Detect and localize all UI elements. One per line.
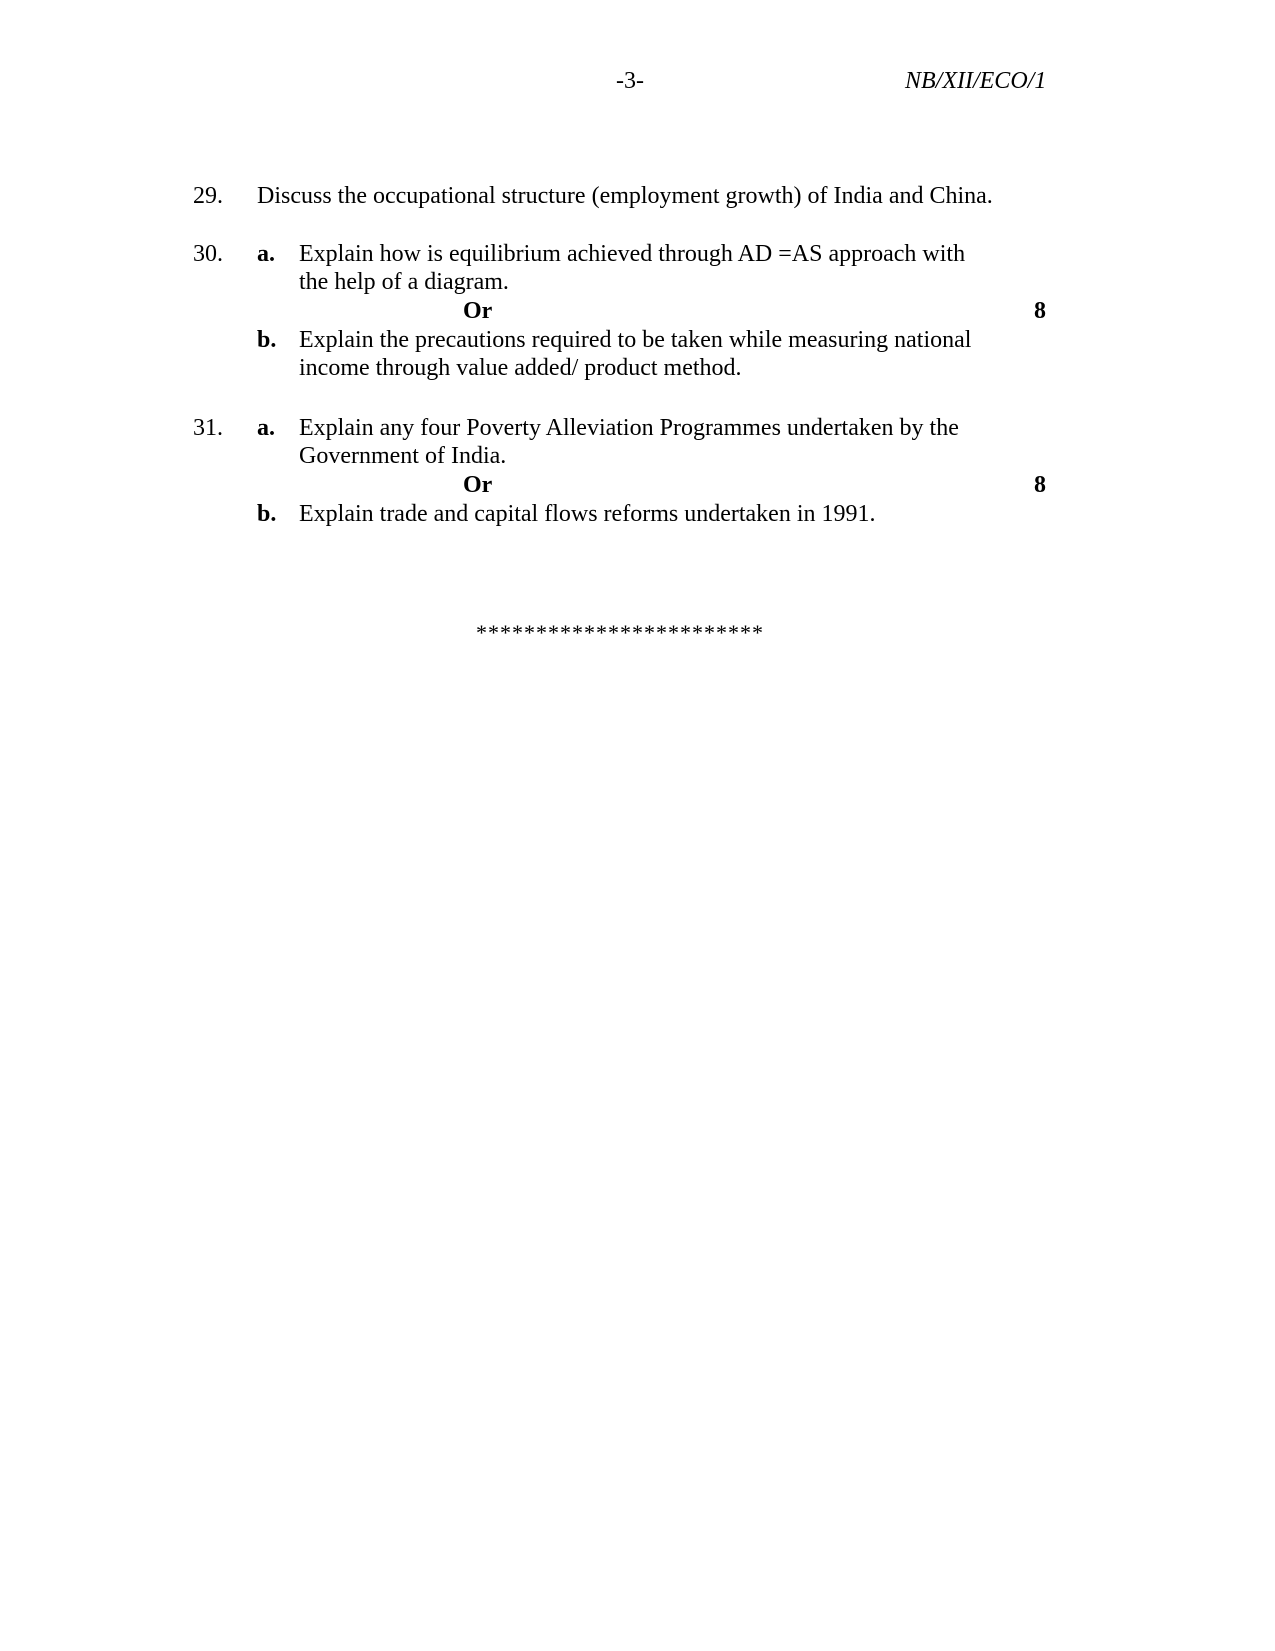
paper-code: NB/XII/ECO/1 — [905, 68, 1047, 94]
marks: 8 — [1034, 298, 1046, 324]
question-text: Government of India. — [299, 443, 507, 469]
question-text: income through value added/ product method. — [299, 355, 742, 381]
question-text: the help of a diagram. — [299, 269, 509, 295]
or-label: Or — [463, 472, 493, 498]
part-label-a: a. — [257, 241, 275, 267]
question-text: Explain the precautions required to be taken while measuring national — [299, 327, 972, 353]
page-number: -3- — [616, 68, 644, 94]
question-text: Discuss the occupational structure (employment growth) of India and China. — [257, 183, 993, 209]
question-number: 31. — [193, 415, 223, 441]
marks: 8 — [1034, 472, 1046, 498]
part-label-a: a. — [257, 415, 275, 441]
question-number: 29. — [193, 183, 223, 209]
part-label-b: b. — [257, 501, 277, 527]
question-text: Explain any four Poverty Alleviation Programmes undertaken by the — [299, 415, 959, 441]
part-label-b: b. — [257, 327, 277, 353]
question-number: 30. — [193, 241, 223, 267]
end-of-paper-marker: ************************ — [476, 620, 764, 645]
question-text: Explain how is equilibrium achieved through AD =AS approach with — [299, 241, 966, 267]
question-text: Explain trade and capital flows reforms undertaken in 1991. — [299, 501, 876, 527]
or-label: Or — [463, 298, 493, 324]
